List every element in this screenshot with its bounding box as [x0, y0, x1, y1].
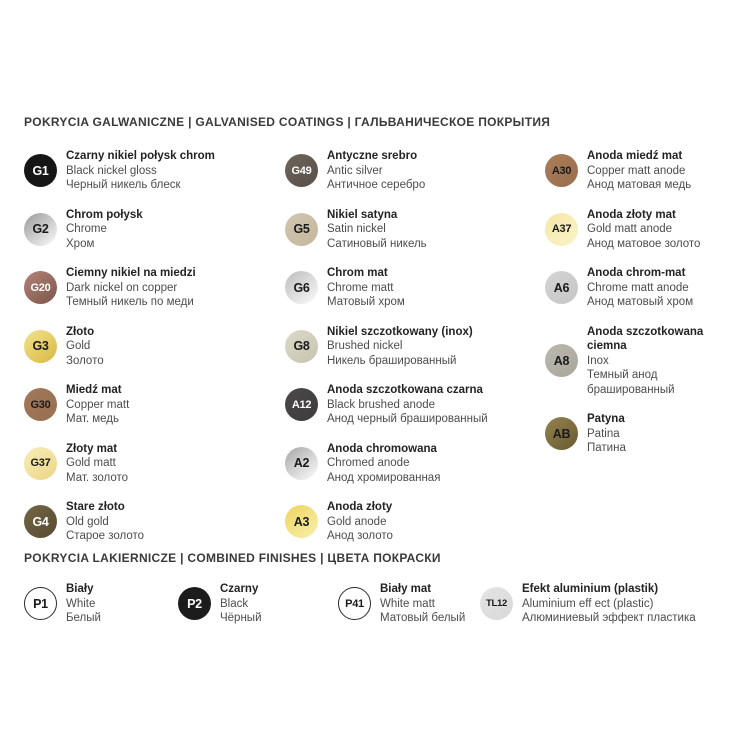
finish-item: [285, 325, 545, 369]
finish-item: [545, 412, 730, 456]
finish-name-pl: Anoda miedź mat: [587, 150, 683, 162]
finish-labels: [66, 500, 144, 544]
finish-name-ru: Патина: [587, 442, 626, 454]
finish-name-ru: Золото: [66, 354, 104, 367]
finish-name-ru: Мат. медь: [66, 413, 119, 425]
finish-name-pl: Stare złoto: [66, 501, 125, 513]
finish-name-ru: Анод матовый хром: [587, 296, 694, 308]
finish-name-pl: Nikiel satyna: [327, 208, 398, 221]
finish-labels: [66, 442, 128, 486]
finish-name-en: Antic silver: [327, 164, 383, 177]
finish-labels: [327, 383, 488, 427]
finish-name-en: Inox: [587, 354, 609, 367]
finish-code-badge-g3: G3: [24, 330, 57, 363]
finish-item: [178, 582, 338, 626]
finish-code-badge-ab: AB: [545, 417, 578, 450]
finish-item: [338, 582, 480, 626]
finish-name-pl: Antyczne srebro: [327, 150, 418, 162]
finish-name-en: Aluminium eff ect (plastic): [522, 597, 654, 610]
finish-code-badge-g37: G37: [24, 447, 57, 480]
finish-labels: [220, 582, 262, 626]
finish-name-en: Copper matt anode: [587, 164, 686, 177]
finish-item: [285, 383, 545, 427]
finish-name-en: Old gold: [66, 515, 109, 528]
finish-name-en: Chrome: [66, 223, 107, 235]
galvanised-grid: [24, 149, 734, 544]
finish-item: [24, 500, 285, 544]
finish-name-pl: Efekt aluminium (plastik): [522, 583, 659, 595]
finish-name-en: Gold matt anode: [587, 223, 673, 235]
finish-code-badge-g4: G4: [24, 505, 57, 538]
finish-name-ru: Сатиновый никель: [327, 237, 427, 250]
section-lacquered-finishes: [24, 551, 734, 626]
finish-name-pl: Patyna: [587, 413, 625, 425]
finish-name-en: Gold anode: [327, 515, 387, 528]
finish-name-ru: Анод хромированная: [327, 471, 441, 484]
finish-name-ru: Алюминиевый эффект пластика: [522, 612, 696, 624]
lacquered-slot: [480, 582, 696, 626]
section-galvanised-coatings: [24, 115, 734, 544]
finish-name-en: Satin nickel: [327, 223, 386, 235]
finish-name-en: Black nickel gloss: [66, 164, 157, 177]
finish-name-pl: Ciemny nikiel na miedzi: [66, 267, 196, 279]
finish-labels: [587, 325, 730, 398]
finish-name-ru: Белый: [66, 612, 101, 624]
finish-name-en: Patina: [587, 427, 620, 440]
finish-item: [545, 325, 730, 398]
finish-name-pl: Chrom mat: [327, 267, 388, 279]
finish-item: [24, 149, 285, 193]
finish-name-en: Black: [220, 597, 249, 610]
finish-name-en: Black brushed anode: [327, 398, 436, 411]
lacquered-section-title: POKRYCIA LAKIERNICZE | COMBINED FINISHES | ЦВЕТА ПОКРАСКИ: [24, 551, 441, 565]
finish-labels: [522, 582, 696, 626]
finish-name-ru: Анод матовая медь: [587, 179, 692, 191]
finish-labels: [327, 266, 405, 310]
finish-name-pl: Anoda chrom-mat: [587, 267, 686, 279]
finish-name-ru: Черный никель блеск: [66, 179, 181, 191]
finish-labels: [66, 582, 101, 626]
lacquered-slot: [338, 582, 480, 626]
finish-name-pl: Czarny: [220, 583, 259, 595]
finish-code-badge-p41: P41: [338, 587, 371, 620]
finish-item: [480, 582, 696, 626]
finish-labels: [587, 149, 691, 193]
lacquered-slot: [178, 582, 338, 626]
finish-code-badge-a30: A30: [545, 154, 578, 187]
finish-item: [24, 325, 285, 369]
finish-name-pl: Złoto: [66, 325, 95, 338]
finish-name-pl: Biały: [66, 583, 94, 595]
finish-labels: [66, 325, 104, 369]
galvanised-column-1: [24, 149, 285, 544]
finish-code-badge-a12: A12: [285, 388, 318, 421]
finish-code-badge-g8: G8: [285, 330, 318, 363]
finish-labels: [587, 208, 700, 252]
finish-name-ru: Темный анод брашированный: [587, 369, 675, 396]
finish-labels: [380, 582, 465, 626]
galvanised-column-3: [545, 149, 730, 544]
finish-name-en: White: [66, 597, 96, 610]
finish-name-pl: Anoda szczotkowana ciemna: [587, 325, 704, 352]
finish-name-en: White matt: [380, 597, 435, 610]
finish-code-badge-g1: G1: [24, 154, 57, 187]
finish-name-pl: Nikiel szczotkowany (inox): [327, 325, 473, 338]
finish-labels: [587, 412, 626, 456]
finish-code-badge-g2: G2: [24, 213, 57, 246]
finish-name-pl: Złoty mat: [66, 442, 118, 455]
finish-item: [545, 208, 730, 252]
finish-labels: [327, 149, 425, 193]
finish-labels: [587, 266, 693, 310]
finish-item: [545, 149, 730, 193]
finish-name-en: Chromed anode: [327, 457, 410, 469]
finish-name-pl: Miedź mat: [66, 384, 122, 396]
finish-name-en: Dark nickel on copper: [66, 281, 178, 294]
finish-labels: [327, 500, 393, 544]
finish-name-ru: Хром: [66, 237, 95, 250]
finish-name-ru: Анод матовое золото: [587, 237, 701, 250]
finish-item: [24, 266, 285, 310]
finish-name-ru: Античное серебро: [327, 179, 426, 191]
finish-code-badge-p2: P2: [178, 587, 211, 620]
finish-name-en: Gold matt: [66, 457, 116, 469]
finish-name-pl: Anoda chromowana: [327, 442, 437, 455]
finish-labels: [66, 208, 143, 252]
finish-code-badge-a2: A2: [285, 447, 318, 480]
finish-item: [285, 149, 545, 193]
finish-name-pl: Anoda szczotkowana czarna: [327, 384, 483, 396]
finish-name-en: Chrome matt anode: [587, 281, 689, 294]
finish-name-ru: Старое золото: [66, 530, 145, 542]
finish-code-badge-a3: A3: [285, 505, 318, 538]
finish-labels: [66, 266, 196, 310]
finish-code-badge-a8: A8: [545, 344, 578, 377]
finish-name-en: Chrome matt: [327, 281, 394, 294]
finish-item: [285, 266, 545, 310]
lacquered-slot: [24, 582, 178, 626]
finish-name-en: Brushed nickel: [327, 340, 403, 352]
finish-name-ru: Анод золото: [327, 530, 393, 542]
finish-name-pl: Chrom połysk: [66, 208, 143, 221]
finish-name-ru: Никель брашированный: [327, 354, 457, 367]
finish-name-en: Copper matt: [66, 398, 130, 411]
finish-code-badge-tl12: TL12: [480, 587, 513, 620]
galvanised-section-title: POKRYCIA GALWANICZNE | GALVANISED COATINGS | ГАЛЬВАНИЧЕСКОЕ ПОКРЫТИЯ: [24, 115, 551, 129]
finish-item: [285, 442, 545, 486]
finish-name-ru: Анод черный брашированный: [327, 413, 488, 425]
finish-item: [285, 500, 545, 544]
finish-name-pl: Czarny nikiel połysk chrom: [66, 150, 215, 162]
finish-name-ru: Мат. золото: [66, 471, 129, 484]
finish-code-badge-g49: G49: [285, 154, 318, 187]
finish-name-en: Gold: [66, 340, 91, 352]
finish-code-badge-a37: A37: [545, 213, 578, 246]
finish-labels: [327, 208, 427, 252]
finish-code-badge-g6: G6: [285, 271, 318, 304]
finish-name-ru: Матовый хром: [327, 296, 405, 308]
finish-code-badge-a6: A6: [545, 271, 578, 304]
finish-item: [545, 266, 730, 310]
finish-code-badge-g30: G30: [24, 388, 57, 421]
finish-name-ru: Темный никель по меди: [66, 296, 194, 308]
galvanised-column-2: [285, 149, 545, 544]
finish-name-pl: Anoda złoty: [327, 501, 393, 513]
finish-labels: [327, 442, 440, 486]
finish-labels: [66, 383, 129, 427]
finish-code-badge-g20: G20: [24, 271, 57, 304]
finish-name-pl: Anoda złoty mat: [587, 208, 676, 221]
finish-item: [24, 383, 285, 427]
finish-item: [24, 208, 285, 252]
finish-name-pl: Biały mat: [380, 583, 432, 595]
lacquered-row: [24, 582, 734, 626]
finish-item: [285, 208, 545, 252]
finish-code-badge-g5: G5: [285, 213, 318, 246]
finish-item: [24, 582, 178, 626]
finish-item: [24, 442, 285, 486]
finish-code-badge-p1: P1: [24, 587, 57, 620]
finish-name-ru: Матовый белый: [380, 612, 466, 624]
finish-name-ru: Чёрный: [220, 612, 262, 624]
finish-labels: [327, 325, 473, 369]
finish-labels: [66, 149, 215, 193]
